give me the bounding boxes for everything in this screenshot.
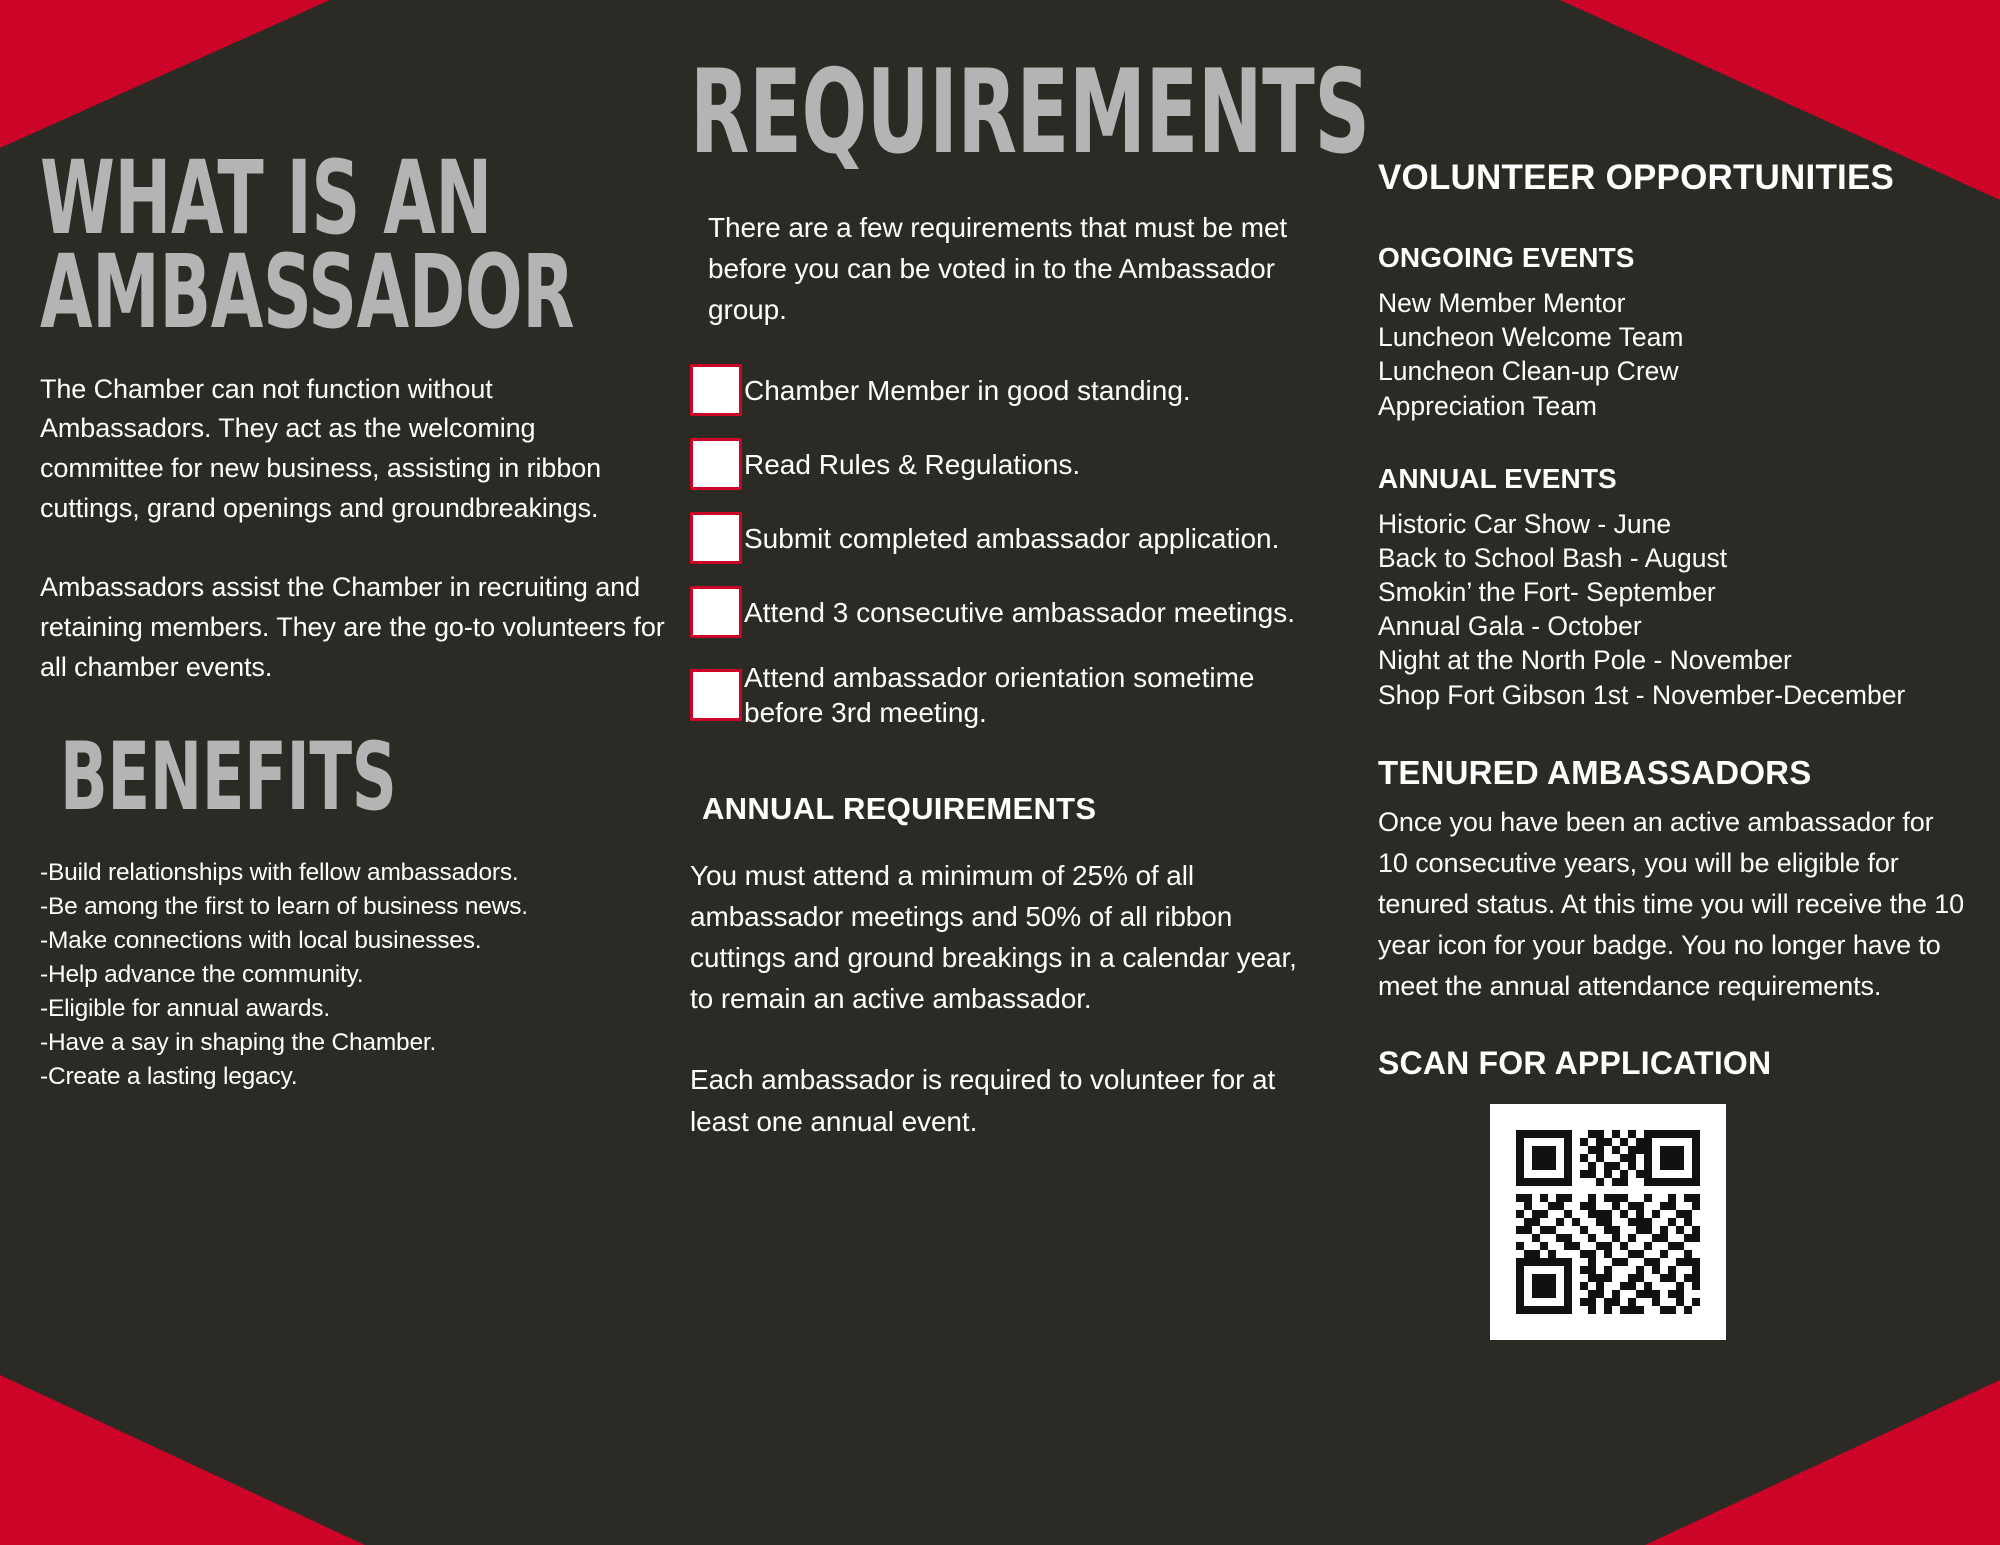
middle-column [690,0,1370,1142]
left-column [40,0,665,1094]
checklist-row[interactable] [690,364,1315,416]
volunteer-opportunities-heading: VOLUNTEER OPPORTUNITIES [1378,158,1895,197]
ambassador-paragraph-2: Ambassadors assist the Chamber in recruiting and retaining members. They are the go-to volunteers for all chamber events. [40,572,665,682]
checklist-label: Attend ambassador orientation sometime before 3rd meeting. [744,662,1255,729]
annual-requirements-paragraph-2: Each ambassador is required to volunteer for at least one annual event. [690,1064,1276,1137]
what-is-ambassador-heading-line2: AMBASSADOR [40,232,575,352]
annual-requirements-heading: ANNUAL REQUIREMENTS [702,790,1097,826]
checklist-row[interactable] [690,586,1315,638]
annual-event-item: Smokin’ the Fort- September [1378,577,1716,608]
ambassador-paragraph-1: The Chamber can not function without Ambassadors. They act as the welcoming committee for new business, assisting in ribbon cuttings, grand openings and groundbreakings. [40,373,602,523]
requirements-intro: There are a few requirements that must be met before you can be voted in to the Ambassador group. [708,211,1288,326]
benefit-item: -Build relationships with fellow ambassadors. [40,858,519,886]
benefits-list [40,856,665,1094]
ongoing-event-item: New Member Mentor [1378,288,1626,318]
annual-events-heading: ANNUAL EVENTS [1378,462,1617,494]
checklist-row[interactable] [690,438,1315,490]
benefit-item: -Eligible for annual awards. [40,995,330,1023]
checkbox-icon[interactable] [690,512,742,564]
checklist-label: Read Rules & Regulations. [744,448,1081,480]
requirements-heading: REQUIREMENTS [690,45,1370,180]
annual-event-item: Shop Fort Gibson 1st - November-December [1378,679,1906,710]
benefit-item: -Make connections with local businesses. [40,927,482,955]
corner-triangle-bottom-left [0,1375,365,1545]
benefit-item: -Help advance the community. [40,961,364,989]
qr-code-image [1508,1122,1708,1322]
benefits-heading: BENEFITS [60,723,397,833]
ongoing-events-heading: ONGOING EVENTS [1378,242,1635,273]
checkbox-icon[interactable] [690,586,742,638]
what-is-ambassador-heading [40,139,575,352]
what-is-ambassador-heading-line1: WHAT IS AN [40,139,492,258]
benefit-item: -Have a say in shaping the Chamber. [40,1029,437,1057]
ongoing-events-list [1378,286,1968,423]
checklist-row[interactable] [690,660,1315,731]
checklist-label: Chamber Member in good standing. [744,374,1191,406]
tenured-ambassadors-heading: TENURED AMBASSADORS [1378,753,1812,791]
ongoing-event-item: Appreciation Team [1378,390,1598,421]
requirements-checklist [690,364,1315,731]
ongoing-event-item: Luncheon Welcome Team [1378,322,1684,353]
annual-requirements-paragraph-1: You must attend a minimum of 25% of all ambassador meetings and 50% of all ribbon cuttings and ground breakings in a calendar year, to remain an active ambassador. [690,859,1297,1015]
annual-event-item: Back to School Bash - August [1378,542,1728,573]
right-column [1378,158,1968,1340]
annual-event-item: Annual Gala - October [1378,611,1642,642]
corner-triangle-bottom-right [1645,1380,2000,1545]
benefit-item: -Be among the first to learn of business news. [40,892,528,920]
benefit-item: -Create a lasting legacy. [40,1063,298,1091]
checkbox-icon[interactable] [690,669,742,721]
checklist-row[interactable] [690,512,1315,564]
checklist-label: Submit completed ambassador application. [744,522,1280,554]
ongoing-event-item: Luncheon Clean-up Crew [1378,356,1679,387]
annual-event-item: Historic Car Show - June [1378,508,1672,539]
annual-events-list [1378,507,1968,712]
annual-event-item: Night at the North Pole - November [1378,645,1792,676]
qr-code[interactable] [1490,1104,1726,1340]
tenured-ambassadors-paragraph: Once you have been an active ambassador for 10 consecutive years, you will be eligible for tenured status. At this time you will receive the 10 year icon for your badge. You no longer have to meet the annual attendance requirements. [1378,806,1965,1001]
scan-for-application-heading: SCAN FOR APPLICATION [1378,1044,1772,1081]
checklist-label: Attend 3 consecutive ambassador meetings. [744,596,1295,628]
checkbox-icon[interactable] [690,364,742,416]
checkbox-icon[interactable] [690,438,742,490]
